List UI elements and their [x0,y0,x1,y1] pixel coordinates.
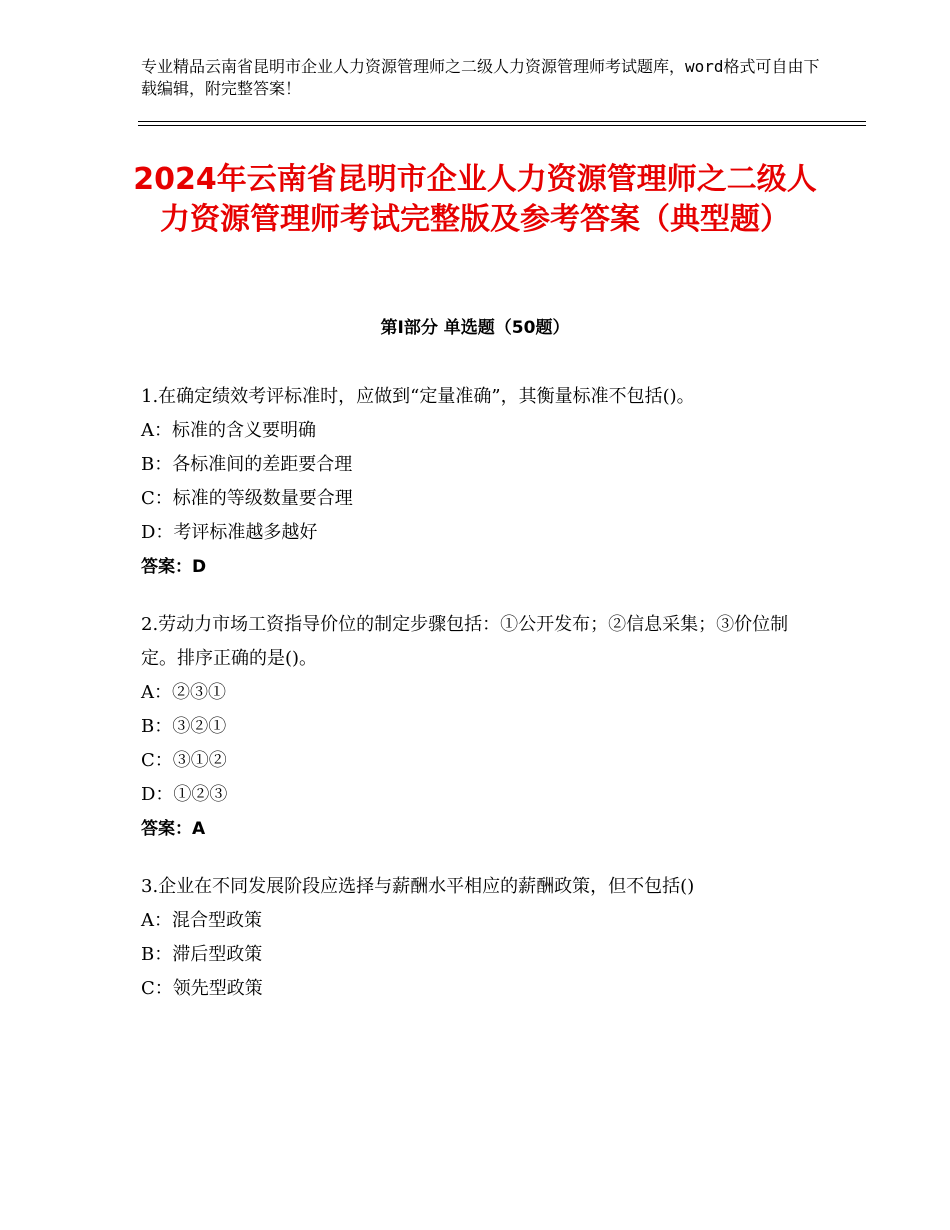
question-list [141,380,811,1030]
option-b: B：滞后型政策 [141,944,263,965]
option-a: A：标准的含义要明确 [141,420,316,441]
section-title: 第Ⅰ部分 单选题（50题） [380,318,570,338]
option-a: A：②③① [141,682,226,703]
question-stem: 1.在确定绩效考评标准时，应做到“定量准确”，其衡量标准不包括()。 [141,386,695,407]
question-1 [141,380,811,584]
question-3 [141,870,811,1006]
option-b: B：各标准间的差距要合理 [141,454,353,475]
answer: 答案：D [141,557,207,577]
option-a: A：混合型政策 [141,910,262,931]
option-c: C：③①② [141,750,227,771]
header-note: 专业精品云南省昆明市企业人力资源管理师之二级人力资源管理师考试题库，word格式可自由下载编辑，附完整答案！ [141,57,820,98]
answer: 答案：A [141,819,206,839]
question-stem: 3.企业在不同发展阶段应选择与薪酬水平相应的薪酬政策，但不包括() [141,876,695,897]
option-d: D：①②③ [141,784,228,805]
option-b: B：③②① [141,716,227,737]
question-stem: 2.劳动力市场工资指导价位的制定步骤包括：①公开发布；②信息采集；③价位制定。排序正确的是()。 [141,614,789,669]
option-c: C：标准的等级数量要合理 [141,488,353,509]
option-c: C：领先型政策 [141,978,263,999]
header-divider [138,121,866,126]
option-d: D：考评标准越多越好 [141,522,318,543]
document-title: 2024年云南省昆明市企业人力资源管理师之二级人力资源管理师考试完整版及参考答案（典型题） [133,162,817,237]
question-2 [141,608,811,846]
